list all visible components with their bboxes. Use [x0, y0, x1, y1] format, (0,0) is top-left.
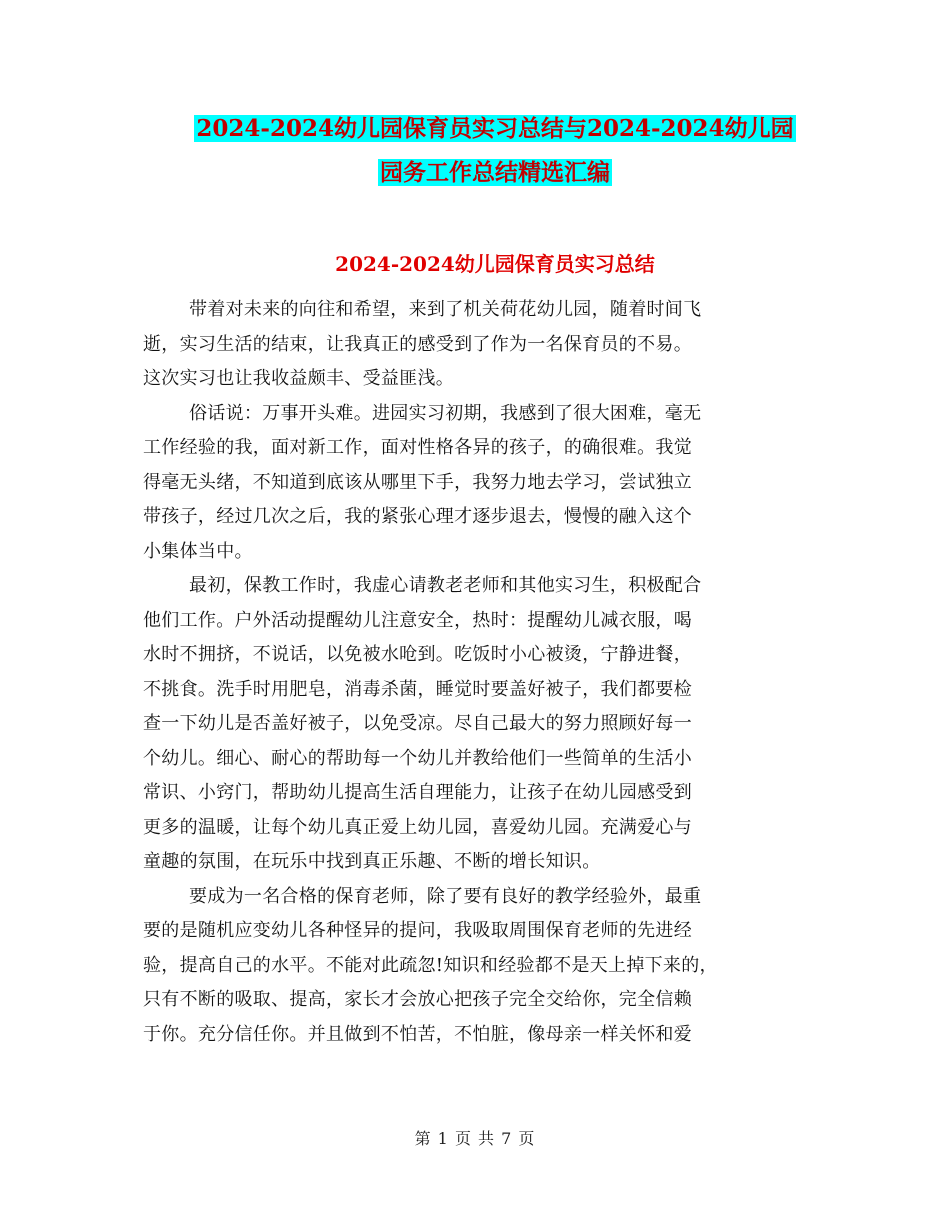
paragraph-4-line-2: 要的是随机应变幼儿各种怪异的提问，我吸取周围保育老师的先进经: [143, 920, 692, 941]
paragraph-4-line-5: 于你。充分信任你。并且做到不怕苦，不怕脏，像母亲一样关怀和爱: [143, 1023, 692, 1045]
section-heading: 2024-2024幼儿园保育员实习总结: [335, 252, 655, 276]
paragraph-3-line-7: 常识、小窍门，帮助幼儿提高生活自理能力，让孩子在幼儿园感受到: [143, 782, 692, 803]
paragraph-3-line-5: 查一下幼儿是否盖好被子，以免受凉。尽自己最大的努力照顾好每一: [143, 713, 692, 734]
paragraph-2-line-4: 带孩子，经过几次之后，我的紧张心理才逐步退去，慢慢的融入这个: [143, 506, 692, 527]
paragraph-3-line-4: 不挑食。洗手时用肥皂，消毒杀菌，睡觉时要盖好被子，我们都要检: [143, 678, 692, 700]
title-highlight-1: 2024-2024幼儿园保育员实习总结与2024-2024幼儿园: [196, 115, 794, 142]
paragraph-1-line-2: 逝，实习生活的结束，让我真正的感受到了作为一名保育员的不易。: [143, 333, 692, 355]
paragraph-3-line-2: 他们工作。户外活动提醒幼儿注意安全，热时：提醒幼儿减衣服，喝: [143, 609, 692, 631]
paragraph-3-line-9: 童趣的氛围，在玩乐中找到真正乐趣、不断的增长知识。: [143, 851, 601, 872]
paragraph-2-line-3: 得毫无头绪，不知道到底该从哪里下手，我努力地去学习，尝试独立: [143, 471, 692, 493]
paragraph-4-line-3: 验，提高自己的水平。不能对此疏忽!知识和经验都不是天上掉下来的，: [143, 954, 718, 976]
page-footer: 第 1 页 共 7 页: [414, 1129, 536, 1148]
document-title-line-2: [120, 158, 870, 188]
paragraph-3-line-1: 最初，保教工作时，我虚心请教老老师和其他实习生，积极配合: [189, 575, 702, 596]
paragraph-1-line-3: 这次实习也让我收益颇丰、受益匪浅。: [143, 368, 455, 389]
body-text: [143, 293, 823, 1052]
paragraph-2-line-1: 俗话说：万事开头难。进园实习初期，我感到了很大困难，毫无: [189, 402, 702, 424]
paragraph-3-line-3: 水时不拥挤，不说话，以免被水呛到。吃饭时小心被烫，宁静进餐，: [143, 644, 692, 665]
paragraph-1-line-1: 带着对未来的向往和希望，来到了机关荷花幼儿园，随着时间飞: [189, 299, 702, 320]
paragraph-4-line-1: 要成为一名合格的保育老师，除了要有良好的教学经验外，最重: [189, 885, 702, 907]
paragraph-2-line-5: 小集体当中。: [143, 540, 253, 562]
document-title-line-1: [120, 114, 870, 144]
paragraph-4-line-4: 只有不断的吸取、提高，家长才会放心把孩子完全交给你，完全信赖: [143, 989, 692, 1010]
paragraph-2-line-2: 工作经验的我，面对新工作，面对性格各异的孩子，的确很难。我觉: [143, 437, 692, 458]
paragraph-3-line-8: 更多的温暖，让每个幼儿真正爱上幼儿园，喜爱幼儿园。充满爱心与: [143, 816, 692, 838]
paragraph-3-line-6: 个幼儿。细心、耐心的帮助每一个幼儿并教给他们一些简单的生活小: [143, 747, 692, 769]
title-highlight-2: 园务工作总结精选汇编: [380, 159, 610, 186]
